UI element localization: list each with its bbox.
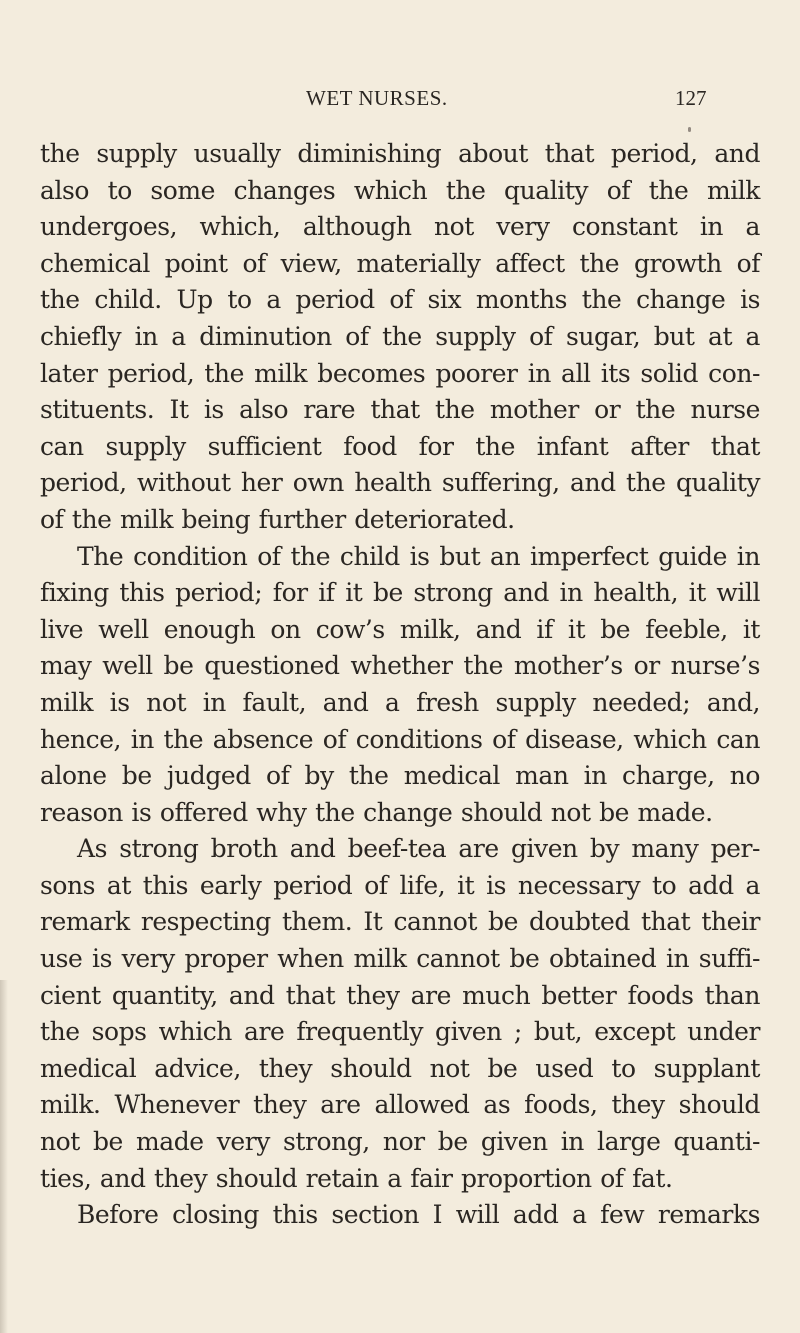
text-line: medical advice, they should not be used to supplant — [40, 1053, 760, 1083]
text-line: milk. Whenever they are allowed as foods, they should — [40, 1090, 760, 1120]
text-line: sons at this early period of life, it is necessary to add a — [40, 870, 760, 900]
text-line: alone be judged of by the medical man in charge, no — [40, 761, 760, 791]
text-line: period, without her own health suffering, and the quality — [40, 468, 760, 498]
page-number: 127 — [675, 86, 707, 110]
text-line: can supply sufficient food for the infant after that — [40, 431, 760, 461]
text-line: later period, the milk becomes poorer in all its solid con- — [40, 358, 760, 388]
binding-shadow — [0, 980, 8, 1333]
text-line: ties, and they should retain a fair proportion of fat. — [40, 1163, 673, 1193]
text-line: hence, in the absence of conditions of disease, which can — [40, 724, 760, 754]
text-line: remark respecting them. It cannot be doubted that their — [40, 907, 760, 937]
text-line: fixing this period; for if it be strong and in health, it will — [40, 578, 760, 608]
text-line: may well be questioned whether the mother’s or nurse’s — [40, 651, 760, 681]
text-line: of the milk being further deteriorated. — [40, 504, 515, 534]
ink-speck — [688, 127, 691, 132]
text-line: stituents. It is also rare that the mother or the nurse — [40, 395, 760, 425]
text-line: the child. Up to a period of six months the change is — [40, 285, 760, 315]
page-header — [0, 86, 800, 116]
body-text — [40, 136, 760, 1234]
text-line: the supply usually diminishing about that period, and — [40, 139, 760, 168]
text-line: not be made very strong, nor be given in large quanti- — [40, 1127, 760, 1157]
text-line: undergoes, which, although not very constant in a — [40, 212, 760, 242]
text-line: cient quantity, and that they are much better foods than — [40, 980, 760, 1010]
text-line: live well enough on cow’s milk, and if it be feeble, it — [40, 614, 760, 644]
text-line: chiefly in a diminution of the supply of sugar, but at a — [40, 321, 760, 351]
text-line: also to some changes which the quality of the milk — [40, 175, 760, 205]
text-line: reason is offered why the change should not be made. — [40, 797, 713, 827]
text-line: The condition of the child is but an imperfect guide in — [77, 541, 760, 571]
text-line: milk is not in fault, and a fresh supply needed; and, — [40, 687, 760, 717]
text-line: chemical point of view, materially affect the growth of — [40, 248, 760, 278]
text-line: Before closing this section I will add a few remarks — [77, 1200, 760, 1230]
text-line: use is very proper when milk cannot be obtained in suffi- — [40, 944, 760, 974]
running-head: WET NURSES. — [306, 86, 448, 110]
text-line: As strong broth and beef-tea are given by many per- — [77, 834, 760, 864]
text-line: the sops which are frequently given ; but, except under — [40, 1017, 760, 1047]
